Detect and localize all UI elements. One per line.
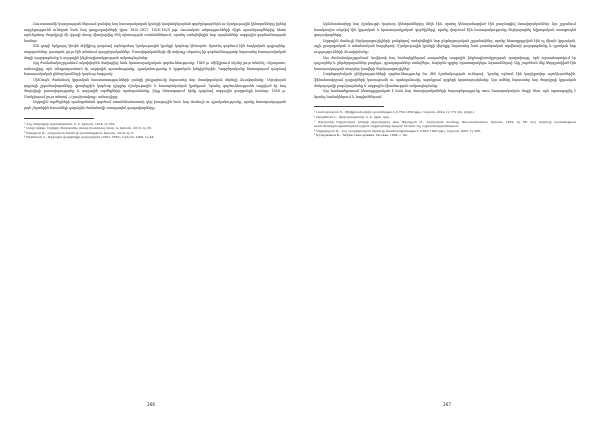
right-paragraph-4: Բարեգործական ընկերությունների գործունեությունը ևս մեծ նշանակություն ունեցավ։ Դրանք օգնում էին կարիքավոր աշակերտներին, ֆինանսավորում դպրոցների կառուցումն ու պահպանումը, աջակցում գրքերի հրատարակմանը։ Այս ամենը նպաստեց հայ ժողովրդի կրթական մակարդակի բարձրացմանը և ազգային միասնության ամրապնդմանը։ — [314, 72, 576, 88]
right-paragraph-1: Արևմտահայերը հայ մշակույթի կարևոր կենտրոններից մեկն էին, որտեղ կենտրոնացված էին բազմաթիվ մտավորականներ։ Այս շրջանում հատկապես ակտիվ էին կրթական և հրատարակչական գործիչները, որոնք փորձում էին հասարակությանը ներկայացնել եվրոպական առաջադեմ գաղափարները։ — [314, 22, 576, 38]
right-footnote-1: ⁵ Լեռնաջանյան Ս., Թիֆլիսահայերի պատմություն (1750–1860 թթ.), Երևան, 2014, էջ 172 (նկ. ընդհ.)։ — [314, 110, 475, 115]
left-paragraph-2: XIX դարի երկրորդ կեսին Թիֆլիսը դարձավ արևելահայ մշակութային կյանքի կարևոր կենտրոն։ Այստեղ գործում էին հայկական դպրոցներ, տպարաններ, թատրոն, լույս էին տեսնում պարբերականներ։ Մտավորականների մի ամբողջ սերունդ իր գործունեությամբ նպաստեց հասարակական մտքի զարգացմանը և ազգային ինքնագիտակցության ամրապնդմանը։ — [24, 44, 286, 60]
footnote-divider — [314, 106, 384, 107]
right-paragraph-5: Այս համատեքստում հետաքրքրական է նաև հայ մտավորականների հարաբերությունը ռուս հասարակական մտքի հետ, որն արտացոլվել է նրանց նամակներում և հոդվածներում։ — [314, 89, 576, 99]
right-footnote-2: ⁶ Որդինեան Լ., Արդարությունը, h. 4, արխ. ղեկ.։ — [314, 114, 391, 119]
left-page-body — [24, 22, 286, 402]
left-page-number: 266 — [147, 402, 155, 407]
left-footnote-4: ⁴ Սիմոնյան Հ., Ազգային զարթոնքի դարաշրջան (1802–1850), Երևան, 2006, էջ 44։ — [24, 135, 155, 140]
left-paragraph-3: Այդ ժամանակաշրջանում ակտիվորեն ծավալվեց նաև հրատարակչական գործունեությունը։ 1849 թ. Թիֆլիսում սկսեց լույս տեսնել «Արարատ» ամսագիրը, որն անդրադառնում էր ազգային պատմությանը, գրականությանը և կրթական խնդիրներին։ Պարբերականը հետագայում դարձավ հասարակական քննարկումների կարևոր հարթակ։ — [24, 61, 286, 77]
left-footnote-3: ³ Ավագյան Ա., Հայկական մամուլի պատմություն, Երևան, 2014, էջ 3։ — [24, 130, 134, 135]
left-footnote-2: ² Լեոյի երկեր, Երկերի ժողովածու տասը հատորով, հատ. 4, Երևան, 2013, էջ 26։ — [24, 126, 152, 131]
left-paragraph-1: Ռուսաստանի կայսրության ներսում գտնվող հայ հասարակական կյանքի կազմակերպման գործընթացներն ու մշակութային կենտրոնները իրենց ազդեցությունն ունեցան նաև հայ գաղթօջախների վրա։ 1825–1827, 1828–1829 թթ. Ռուսական տերությունների միջև պատերազմներից հետո արևելահայ ժողովրդի մի զգալի մասը միավորվեց մեկ պետության սահմաններում, որտեղ ստեղծվեցին նոր պայմաններ ազգային գործունեության համար։ — [24, 22, 286, 43]
right-page-number: 267 — [443, 402, 451, 407]
right-paragraph-2: Ազգային մամուլի ներկայացուցիչների ջանքերով ստեղծվեցին նոր ընթերցողական շրջանակներ, որոնք հետաքրքրված էին ոչ միայն կրթական, այլև քաղաքական և տնտեսական հարցերով։ Մշակութային կյանքի վերելքը նպաստեց նաև թատերական արվեստի զարգացմանը և գրական նոր ուղղությունների ձևավորմանը։ — [314, 38, 576, 54]
right-footnote-4: ⁸ Միքայելյան Ա., Հայ պարբերական մամուլի մատենագիտություն (1839–1995 թթ.), Երևան, 2005, էջ 286։ — [314, 128, 482, 133]
right-page — [300, 0, 600, 424]
footnote-divider — [24, 118, 94, 119]
right-paragraph-3: Այս ժամանակաշրջանում Կովկասի հայ համայնքներում տարածվեց ազգային ինքնագիտակցության գաղափարը, որն արտահայտվում էր դպրոցներ և ընթերցարաններ բացելու, գրադարաններ ստեղծելու, հայերեն գրքեր հրատարակելու ձգտումներով։ Այդ շարժման մեջ ներգրավված էին հասարակության տարբեր խավերի ներկայացուցիչներ։ — [314, 55, 576, 71]
left-footnote-1: ¹ Հայ ժողովրդի պատմություն, h. 5, Երևան, 1974, էջ 332։ — [24, 121, 116, 126]
right-page-body — [314, 22, 576, 402]
left-paragraph-5: Ազգային արժեքների պահպանման գործում առանձնահատուկ դեր խաղացին նաև հայ մամուլն ու գրականությունը, որոնք հասարակության լայն շերտերին հասանելի դարձրին ժամանակի առաջադեմ գաղափարները։ — [24, 100, 286, 110]
right-footnote-3: ⁷ Միաբանի Եղիշեական խնդրի վերաբերյալ տես Ավագյան Ա., Հայկական մամուլը Ռուսաստանում, Երևան, 2019, էջ 58։ Հայ մամուլի պատմության ուսումնասիրություններում նշված աղբյուրները տրված են նաև այլ աշխատություններում։ — [314, 119, 576, 129]
right-footnote-5: ⁹ Кулиджанов К., Тифлисские армяне, Москва, 1984, с. 84. — [314, 133, 408, 138]
left-paragraph-4: Միևնույն ժամանակ կրթական հաստատությունների ցանցի ընդլայնումը նպաստեց նոր մտավորական սերնդի ձևավորմանը։ Ներսիսյան դպրոցի շրջանավարտները զբաղեցրին կարևոր դիրքեր մշակութային և հասարակական կյանքում։ Նրանց գործունեությունն ուղղված էր հայ ժողովրդի լուսավորությանը և ազգային արժեքների պահպանմանը, ինչը հետագայում հիմք դարձավ ազգային զարթոնքի համար։ 1858 թ. Մոսկվայում լույս տեսավ «Հյուսիսափայլ» ամսագիրը։ — [24, 77, 286, 99]
